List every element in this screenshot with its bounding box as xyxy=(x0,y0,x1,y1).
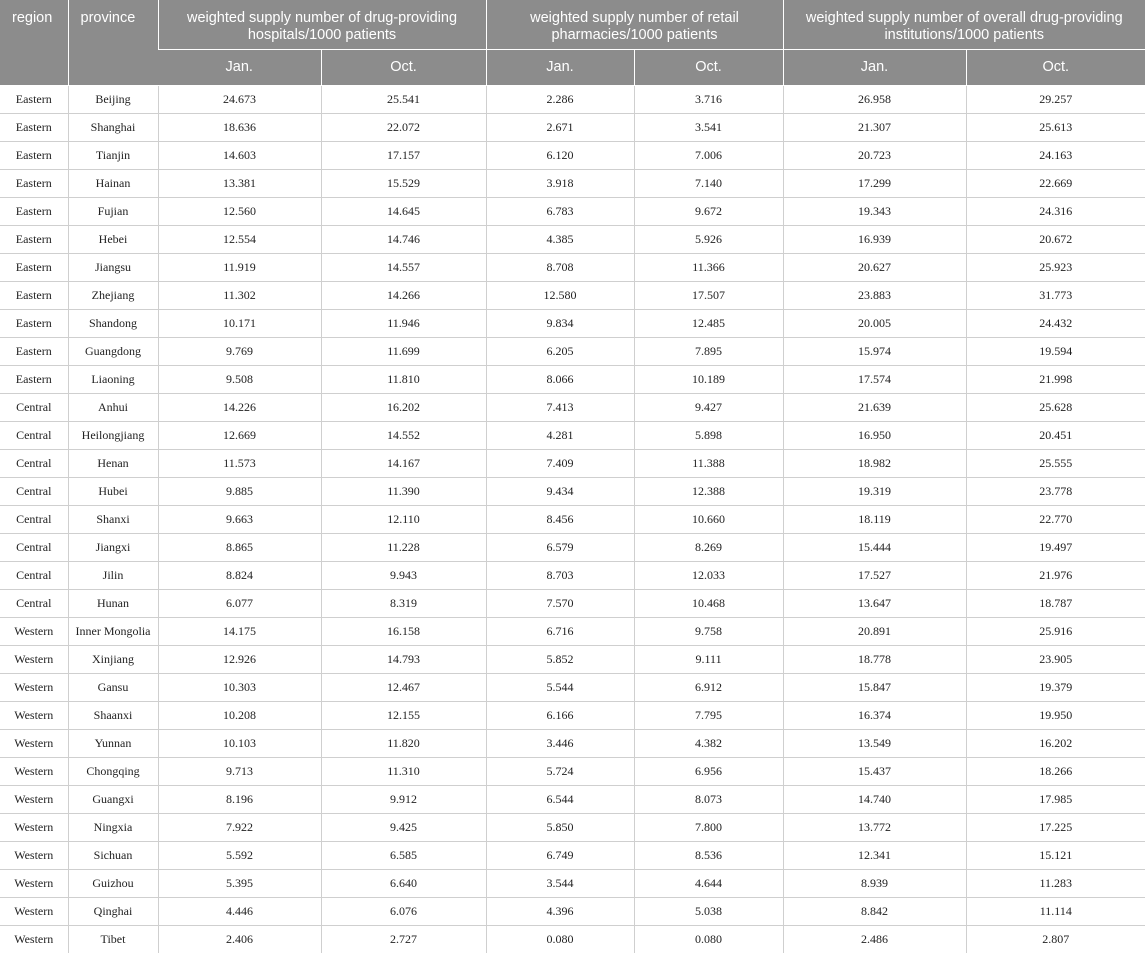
table-row xyxy=(0,365,1145,393)
hospitals-jan-cell: 9.769 xyxy=(158,337,321,365)
province-cell: Jilin xyxy=(68,561,158,589)
province-cell: Ningxia xyxy=(68,813,158,841)
hospitals-jan-cell: 12.926 xyxy=(158,645,321,673)
region-cell: Central xyxy=(0,449,68,477)
overall-jan-cell: 2.486 xyxy=(783,925,966,953)
table-row xyxy=(0,309,1145,337)
hospitals-oct-cell: 9.943 xyxy=(321,561,486,589)
hospitals-jan-cell: 10.208 xyxy=(158,701,321,729)
overall-oct-cell: 17.225 xyxy=(966,813,1145,841)
pharmacies-oct-cell: 6.956 xyxy=(634,757,783,785)
overall-jan-cell: 14.740 xyxy=(783,785,966,813)
hospitals-oct-cell: 8.319 xyxy=(321,589,486,617)
province-cell: Hubei xyxy=(68,477,158,505)
overall-jan-cell: 20.005 xyxy=(783,309,966,337)
overall-jan-cell: 21.639 xyxy=(783,393,966,421)
overall-oct-cell: 24.432 xyxy=(966,309,1145,337)
table-row xyxy=(0,169,1145,197)
hospitals-jan-cell: 5.395 xyxy=(158,869,321,897)
pharmacies-oct-cell: 4.382 xyxy=(634,729,783,757)
pharmacies-oct-cell: 3.716 xyxy=(634,85,783,113)
overall-oct-cell: 15.121 xyxy=(966,841,1145,869)
pharmacies-jan-cell: 2.286 xyxy=(486,85,634,113)
overall-oct-cell: 25.923 xyxy=(966,253,1145,281)
pharmacies-oct-cell: 8.073 xyxy=(634,785,783,813)
pharmacies-jan-cell: 3.446 xyxy=(486,729,634,757)
region-cell: Central xyxy=(0,533,68,561)
overall-oct-cell: 25.916 xyxy=(966,617,1145,645)
province-cell: Qinghai xyxy=(68,897,158,925)
overall-jan-cell: 18.778 xyxy=(783,645,966,673)
overall-jan-cell: 17.527 xyxy=(783,561,966,589)
region-cell: Eastern xyxy=(0,309,68,337)
region-cell: Central xyxy=(0,393,68,421)
hospitals-oct-cell: 22.072 xyxy=(321,113,486,141)
overall-jan-cell: 19.343 xyxy=(783,197,966,225)
overall-oct-cell: 17.985 xyxy=(966,785,1145,813)
pharmacies-oct-cell: 12.485 xyxy=(634,309,783,337)
overall-jan-cell: 18.119 xyxy=(783,505,966,533)
pharmacies-jan-cell: 12.580 xyxy=(486,281,634,309)
pharmacies-jan-cell: 8.703 xyxy=(486,561,634,589)
pharmacies-jan-cell: 6.579 xyxy=(486,533,634,561)
overall-group-header: weighted supply number of overall drug-providing institutions/1000 patients xyxy=(783,0,1145,49)
overall-oct-cell: 31.773 xyxy=(966,281,1145,309)
region-cell: Central xyxy=(0,421,68,449)
pharmacies-jan-cell: 3.918 xyxy=(486,169,634,197)
pharmacies-oct-cell: 8.536 xyxy=(634,841,783,869)
hospitals-oct-cell: 16.202 xyxy=(321,393,486,421)
region-cell: Eastern xyxy=(0,225,68,253)
hospitals-jan-cell: 9.508 xyxy=(158,365,321,393)
hospitals-oct-cell: 14.645 xyxy=(321,197,486,225)
region-cell: Western xyxy=(0,897,68,925)
hospitals-oct-cell: 14.552 xyxy=(321,421,486,449)
overall-oct-cell: 16.202 xyxy=(966,729,1145,757)
overall-oct-cell: 20.672 xyxy=(966,225,1145,253)
hospitals-jan-cell: 14.175 xyxy=(158,617,321,645)
overall-oct-cell: 25.628 xyxy=(966,393,1145,421)
overall-oct-cell: 25.613 xyxy=(966,113,1145,141)
table-row xyxy=(0,701,1145,729)
region-cell: Western xyxy=(0,729,68,757)
pharmacies-jan-cell: 8.708 xyxy=(486,253,634,281)
hospitals-jan-cell: 6.077 xyxy=(158,589,321,617)
region-cell: Eastern xyxy=(0,169,68,197)
pharmacies-jan-cell: 6.544 xyxy=(486,785,634,813)
pharmacies-oct-cell: 11.388 xyxy=(634,449,783,477)
overall-jan-cell: 20.891 xyxy=(783,617,966,645)
hospitals-jan-cell: 11.573 xyxy=(158,449,321,477)
table-row xyxy=(0,533,1145,561)
pharmacies-jan-cell: 7.409 xyxy=(486,449,634,477)
hospitals-oct-cell: 6.585 xyxy=(321,841,486,869)
hospitals-jan-cell: 12.669 xyxy=(158,421,321,449)
hospitals-jan-cell: 12.560 xyxy=(158,197,321,225)
hospitals-oct-cell: 11.390 xyxy=(321,477,486,505)
pharmacies-jan-cell: 5.724 xyxy=(486,757,634,785)
province-cell: Guizhou xyxy=(68,869,158,897)
pharmacies-oct-cell: 12.388 xyxy=(634,477,783,505)
region-cell: Eastern xyxy=(0,113,68,141)
table-row xyxy=(0,449,1145,477)
hospitals-oct-cell: 14.167 xyxy=(321,449,486,477)
pharmacies-jan-cell: 7.413 xyxy=(486,393,634,421)
table-row xyxy=(0,393,1145,421)
hospitals-oct-cell: 6.640 xyxy=(321,869,486,897)
pharmacies-group-header: weighted supply number of retail pharmacies/1000 patients xyxy=(486,0,783,49)
pharmacies-oct-cell: 5.926 xyxy=(634,225,783,253)
table-row xyxy=(0,757,1145,785)
hospitals-oct-cell: 11.310 xyxy=(321,757,486,785)
overall-oct-cell: 19.379 xyxy=(966,673,1145,701)
overall-jan-cell: 20.627 xyxy=(783,253,966,281)
overall-jan-cell: 15.974 xyxy=(783,337,966,365)
province-cell: Henan xyxy=(68,449,158,477)
pharmacies-jan-cell: 9.434 xyxy=(486,477,634,505)
province-cell: Inner Mongolia xyxy=(68,617,158,645)
province-cell: Guangdong xyxy=(68,337,158,365)
pharmacies-oct-cell: 9.672 xyxy=(634,197,783,225)
pharmacies-jan-cell: 4.396 xyxy=(486,897,634,925)
table-header xyxy=(0,0,1145,85)
region-cell: Western xyxy=(0,869,68,897)
overall-oct-cell: 23.778 xyxy=(966,477,1145,505)
table-row xyxy=(0,897,1145,925)
region-cell: Eastern xyxy=(0,197,68,225)
pharmacies-oct-cell: 8.269 xyxy=(634,533,783,561)
pharmacies-jan-cell: 2.671 xyxy=(486,113,634,141)
region-cell: Eastern xyxy=(0,253,68,281)
region-cell: Western xyxy=(0,673,68,701)
pharmacies-jan-cell: 9.834 xyxy=(486,309,634,337)
overall-jan-cell: 16.950 xyxy=(783,421,966,449)
pharmacies-oct-cell: 5.038 xyxy=(634,897,783,925)
province-cell: Sichuan xyxy=(68,841,158,869)
province-cell: Gansu xyxy=(68,673,158,701)
table-row xyxy=(0,589,1145,617)
pharmacies-oct-cell: 10.189 xyxy=(634,365,783,393)
province-cell: Shanghai xyxy=(68,113,158,141)
pharmacies-oct-cell: 0.080 xyxy=(634,925,783,953)
overall-oct-cell: 2.807 xyxy=(966,925,1145,953)
province-cell: Jiangxi xyxy=(68,533,158,561)
pharmacies-jan-cell: 6.783 xyxy=(486,197,634,225)
region-cell: Central xyxy=(0,505,68,533)
pharmacies-jan-cell: 5.850 xyxy=(486,813,634,841)
province-cell: Anhui xyxy=(68,393,158,421)
pharmacies-jan-cell: 8.456 xyxy=(486,505,634,533)
pharmacies-oct-cell: 7.800 xyxy=(634,813,783,841)
overall-jan-cell: 13.549 xyxy=(783,729,966,757)
pharmacies-jan-cell: 6.120 xyxy=(486,141,634,169)
hospitals-oct-cell: 11.946 xyxy=(321,309,486,337)
overall-jan-cell: 20.723 xyxy=(783,141,966,169)
province-cell: Fujian xyxy=(68,197,158,225)
pharmacies-jan-cell: 5.852 xyxy=(486,645,634,673)
pharmacies-oct-cell: 7.006 xyxy=(634,141,783,169)
region-cell: Western xyxy=(14,931,54,946)
table-body xyxy=(0,85,1145,953)
hospitals-jan-cell: 8.824 xyxy=(158,561,321,589)
hospitals-jan-cell: 9.663 xyxy=(158,505,321,533)
table-row xyxy=(0,337,1145,365)
table-row xyxy=(0,113,1145,141)
overall-jan-header: Jan. xyxy=(783,49,966,85)
region-cell: Western xyxy=(0,757,68,785)
pharmacies-oct-cell: 9.427 xyxy=(634,393,783,421)
overall-jan-cell: 26.958 xyxy=(783,85,966,113)
hospitals-oct-cell: 14.557 xyxy=(321,253,486,281)
table-row xyxy=(0,421,1145,449)
hospitals-oct-cell: 25.541 xyxy=(321,85,486,113)
hospitals-oct-cell: 11.810 xyxy=(321,365,486,393)
pharmacies-jan-cell: 4.385 xyxy=(486,225,634,253)
hospitals-jan-cell: 13.381 xyxy=(158,169,321,197)
overall-jan-cell: 8.939 xyxy=(783,869,966,897)
pharmacies-jan-cell: 0.080 xyxy=(486,925,634,953)
province-cell: Shanxi xyxy=(68,505,158,533)
hospitals-oct-cell: 17.157 xyxy=(321,141,486,169)
overall-oct-cell: 22.669 xyxy=(966,169,1145,197)
region-cell: Eastern xyxy=(0,281,68,309)
hospitals-oct-cell: 16.158 xyxy=(321,617,486,645)
pharmacies-oct-cell: 11.366 xyxy=(634,253,783,281)
hospitals-oct-header: Oct. xyxy=(321,49,486,85)
table-row xyxy=(0,673,1145,701)
region-cell: Western xyxy=(0,785,68,813)
province-header: province xyxy=(68,0,158,85)
hospitals-oct-cell: 9.912 xyxy=(321,785,486,813)
hospitals-oct-cell: 11.228 xyxy=(321,533,486,561)
hospitals-jan-cell: 10.103 xyxy=(158,729,321,757)
hospitals-jan-cell: 14.226 xyxy=(158,393,321,421)
table-row xyxy=(0,505,1145,533)
pharmacies-oct-cell: 6.912 xyxy=(634,673,783,701)
pharmacies-oct-cell: 5.898 xyxy=(634,421,783,449)
region-cell: Western xyxy=(0,645,68,673)
table-row xyxy=(0,477,1145,505)
pharmacies-oct-cell: 7.140 xyxy=(634,169,783,197)
province-cell: Xinjiang xyxy=(68,645,158,673)
pharmacies-oct-cell: 4.644 xyxy=(634,869,783,897)
table-row xyxy=(0,869,1145,897)
hospitals-jan-cell: 12.554 xyxy=(158,225,321,253)
overall-oct-header: Oct. xyxy=(966,49,1145,85)
overall-oct-cell: 25.555 xyxy=(966,449,1145,477)
hospitals-jan-cell: 5.592 xyxy=(158,841,321,869)
hospitals-oct-cell: 11.699 xyxy=(321,337,486,365)
pharmacies-oct-cell: 9.758 xyxy=(634,617,783,645)
pharmacies-jan-header: Jan. xyxy=(486,49,634,85)
region-cell: Eastern xyxy=(0,365,68,393)
region-cell: Central xyxy=(0,561,68,589)
table-row xyxy=(0,645,1145,673)
pharmacies-oct-cell: 10.660 xyxy=(634,505,783,533)
province-cell: Beijing xyxy=(68,85,158,113)
pharmacies-oct-cell: 7.895 xyxy=(634,337,783,365)
overall-oct-cell: 19.594 xyxy=(966,337,1145,365)
province-cell: Tibet xyxy=(68,925,158,953)
province-cell: Guangxi xyxy=(68,785,158,813)
hospitals-oct-cell: 12.467 xyxy=(321,673,486,701)
table-row xyxy=(0,841,1145,869)
hospitals-jan-cell: 9.885 xyxy=(158,477,321,505)
province-cell: Heilongjiang xyxy=(68,421,158,449)
hospitals-jan-cell: 10.171 xyxy=(158,309,321,337)
overall-oct-cell: 21.998 xyxy=(966,365,1145,393)
table-row xyxy=(0,225,1145,253)
region-cell: Western xyxy=(0,841,68,869)
table-row xyxy=(0,617,1145,645)
overall-jan-cell: 19.319 xyxy=(783,477,966,505)
hospitals-jan-cell: 24.673 xyxy=(158,85,321,113)
overall-jan-cell: 15.847 xyxy=(783,673,966,701)
overall-oct-cell: 19.497 xyxy=(966,533,1145,561)
pharmacies-jan-cell: 6.205 xyxy=(486,337,634,365)
province-cell: Liaoning xyxy=(68,365,158,393)
region-cell: Western xyxy=(0,701,68,729)
hospitals-jan-cell: 4.446 xyxy=(158,897,321,925)
overall-oct-cell: 29.257 xyxy=(966,85,1145,113)
hospitals-oct-cell: 9.425 xyxy=(321,813,486,841)
hospitals-oct-cell: 14.793 xyxy=(321,645,486,673)
hospitals-jan-cell: 7.922 xyxy=(158,813,321,841)
province-cell: Shaanxi xyxy=(68,701,158,729)
overall-jan-cell: 18.982 xyxy=(783,449,966,477)
overall-oct-cell: 20.451 xyxy=(966,421,1145,449)
overall-oct-cell: 11.283 xyxy=(966,869,1145,897)
pharmacies-jan-cell: 6.749 xyxy=(486,841,634,869)
pharmacies-jan-cell: 6.166 xyxy=(486,701,634,729)
pharmacies-jan-cell: 3.544 xyxy=(486,869,634,897)
table-row xyxy=(0,141,1145,169)
hospitals-jan-cell: 9.713 xyxy=(158,757,321,785)
overall-jan-cell: 15.437 xyxy=(783,757,966,785)
pharmacies-jan-cell: 8.066 xyxy=(486,365,634,393)
overall-jan-cell: 8.842 xyxy=(783,897,966,925)
hospitals-group-header: weighted supply number of drug-providing hospitals/1000 patients xyxy=(158,0,486,49)
region-cell: Central xyxy=(0,589,68,617)
overall-jan-cell: 17.299 xyxy=(783,169,966,197)
province-cell: Shandong xyxy=(68,309,158,337)
region-cell: Eastern xyxy=(0,141,68,169)
hospitals-oct-cell: 2.727 xyxy=(321,925,486,953)
table-row xyxy=(0,785,1145,813)
overall-jan-cell: 23.883 xyxy=(783,281,966,309)
pharmacies-oct-cell: 3.541 xyxy=(634,113,783,141)
hospitals-jan-cell: 14.603 xyxy=(158,141,321,169)
hospitals-oct-cell: 11.820 xyxy=(321,729,486,757)
overall-oct-cell: 24.163 xyxy=(966,141,1145,169)
province-cell: Tianjin xyxy=(68,141,158,169)
hospitals-jan-cell: 11.919 xyxy=(158,253,321,281)
pharmacies-oct-cell: 17.507 xyxy=(634,281,783,309)
hospitals-jan-cell: 11.302 xyxy=(158,281,321,309)
overall-jan-cell: 17.574 xyxy=(783,365,966,393)
hospitals-jan-cell: 18.636 xyxy=(158,113,321,141)
hospitals-jan-cell: 10.303 xyxy=(158,673,321,701)
hospitals-jan-cell: 8.196 xyxy=(158,785,321,813)
table-row xyxy=(0,253,1145,281)
hospitals-jan-cell: 2.406 xyxy=(158,925,321,953)
table-row xyxy=(0,281,1145,309)
pharmacies-oct-cell: 10.468 xyxy=(634,589,783,617)
province-cell: Zhejiang xyxy=(68,281,158,309)
table-row xyxy=(0,813,1145,841)
overall-jan-cell: 12.341 xyxy=(783,841,966,869)
pharmacies-jan-cell: 4.281 xyxy=(486,421,634,449)
pharmacies-oct-header: Oct. xyxy=(634,49,783,85)
overall-jan-cell: 13.772 xyxy=(783,813,966,841)
overall-oct-cell: 11.114 xyxy=(966,897,1145,925)
province-cell: Jiangsu xyxy=(68,253,158,281)
province-cell: Hainan xyxy=(68,169,158,197)
pharmacies-jan-cell: 7.570 xyxy=(486,589,634,617)
table-row xyxy=(0,561,1145,589)
pharmacies-jan-cell: 5.544 xyxy=(486,673,634,701)
region-cell: Eastern xyxy=(0,337,68,365)
table-row xyxy=(0,197,1145,225)
overall-oct-cell: 22.770 xyxy=(966,505,1145,533)
hospitals-oct-cell: 14.266 xyxy=(321,281,486,309)
province-cell: Yunnan xyxy=(68,729,158,757)
region-cell: Eastern xyxy=(0,85,68,113)
hospitals-oct-cell: 6.076 xyxy=(321,897,486,925)
overall-jan-cell: 21.307 xyxy=(783,113,966,141)
pharmacies-oct-cell: 7.795 xyxy=(634,701,783,729)
hospitals-oct-cell: 12.110 xyxy=(321,505,486,533)
pharmacies-oct-cell: 9.111 xyxy=(634,645,783,673)
overall-jan-cell: 13.647 xyxy=(783,589,966,617)
pharmacies-oct-cell: 12.033 xyxy=(634,561,783,589)
pharmacies-jan-cell: 6.716 xyxy=(486,617,634,645)
province-cell: Chongqing xyxy=(68,757,158,785)
province-cell: Hunan xyxy=(68,589,158,617)
table-row xyxy=(0,85,1145,113)
overall-jan-cell: 16.939 xyxy=(783,225,966,253)
overall-oct-cell: 23.905 xyxy=(966,645,1145,673)
overall-oct-cell: 19.950 xyxy=(966,701,1145,729)
region-cell: Central xyxy=(0,477,68,505)
overall-jan-cell: 16.374 xyxy=(783,701,966,729)
province-cell: Hebei xyxy=(68,225,158,253)
region-header: region xyxy=(0,0,68,85)
table-row xyxy=(0,729,1145,757)
overall-oct-cell: 18.266 xyxy=(966,757,1145,785)
hospitals-oct-cell: 12.155 xyxy=(321,701,486,729)
region-cell: Western xyxy=(0,617,68,645)
table-row xyxy=(0,925,1145,953)
hospitals-oct-cell: 15.529 xyxy=(321,169,486,197)
overall-jan-cell: 15.444 xyxy=(783,533,966,561)
hospitals-jan-header: Jan. xyxy=(158,49,321,85)
hospitals-jan-cell: 8.865 xyxy=(158,533,321,561)
overall-oct-cell: 21.976 xyxy=(966,561,1145,589)
region-cell: Western xyxy=(0,813,68,841)
overall-oct-cell: 24.316 xyxy=(966,197,1145,225)
hospitals-oct-cell: 14.746 xyxy=(321,225,486,253)
overall-oct-cell: 18.787 xyxy=(966,589,1145,617)
